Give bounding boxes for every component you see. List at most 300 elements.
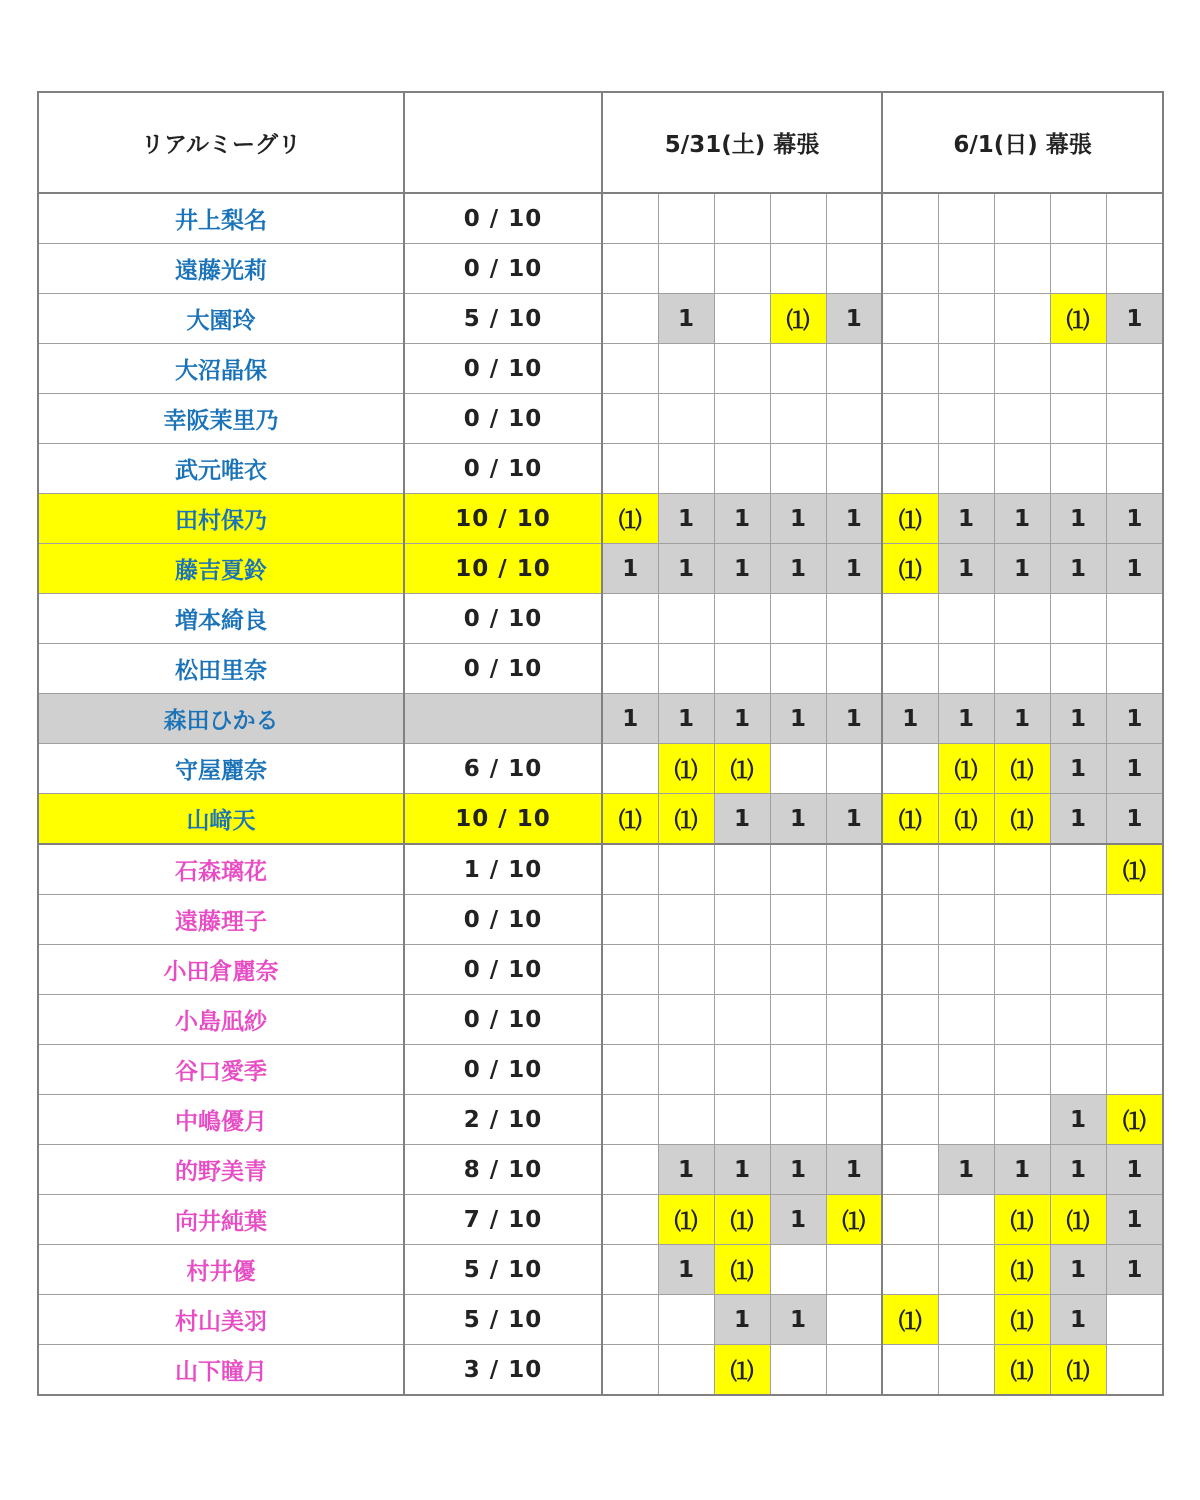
slot-cell: 1	[770, 1295, 826, 1345]
slot-cell	[826, 1095, 882, 1145]
slot-cell	[658, 344, 714, 394]
slot-cell	[602, 844, 658, 895]
slot-cell	[994, 945, 1050, 995]
slot-cell	[602, 1095, 658, 1145]
slot-cell	[826, 1045, 882, 1095]
table-row	[38, 193, 1163, 244]
slot-cell	[938, 1295, 994, 1345]
slot-cell: ⑴	[714, 744, 770, 794]
member-name: 的野美青	[38, 1145, 404, 1195]
slot-cell: 1	[658, 694, 714, 744]
slot-cell	[882, 995, 938, 1045]
slot-cell	[602, 1145, 658, 1195]
slot-cell	[658, 1345, 714, 1396]
slot-cell	[1050, 644, 1106, 694]
slot-cell	[1106, 244, 1163, 294]
slot-cell	[826, 444, 882, 494]
slot-cell	[994, 844, 1050, 895]
member-score: 2 / 10	[404, 1095, 602, 1145]
slot-cell	[938, 1245, 994, 1295]
member-score: 0 / 10	[404, 344, 602, 394]
slot-cell	[658, 945, 714, 995]
slot-cell: 1	[826, 794, 882, 845]
slot-cell	[658, 895, 714, 945]
member-name: 向井純葉	[38, 1195, 404, 1245]
day2-header: 6/1(日) 幕張	[882, 92, 1163, 193]
slot-cell	[658, 1295, 714, 1345]
slot-cell	[882, 1245, 938, 1295]
slot-cell: 1	[714, 1295, 770, 1345]
slot-cell	[882, 1045, 938, 1095]
slot-cell	[882, 193, 938, 244]
slot-cell	[602, 995, 658, 1045]
slot-cell	[938, 895, 994, 945]
slot-cell	[770, 193, 826, 244]
slot-cell	[714, 394, 770, 444]
slot-cell: 1	[1050, 544, 1106, 594]
slot-cell	[1106, 895, 1163, 945]
table-row	[38, 1295, 1163, 1345]
member-name: 守屋麗奈	[38, 744, 404, 794]
slot-cell: ⑴	[1050, 1345, 1106, 1396]
slot-cell	[602, 644, 658, 694]
schedule-table	[37, 91, 1164, 1396]
slot-cell	[658, 244, 714, 294]
slot-cell: 1	[658, 494, 714, 544]
slot-cell	[1106, 594, 1163, 644]
member-name: 大沼晶保	[38, 344, 404, 394]
slot-cell: 1	[770, 1195, 826, 1245]
member-score: 0 / 10	[404, 444, 602, 494]
member-score: 10 / 10	[404, 544, 602, 594]
slot-cell: ⑴	[882, 494, 938, 544]
slot-cell	[826, 895, 882, 945]
slot-cell	[882, 1095, 938, 1145]
table-row	[38, 494, 1163, 544]
table-row	[38, 995, 1163, 1045]
table-row	[38, 1245, 1163, 1295]
slot-cell	[994, 895, 1050, 945]
slot-cell: 1	[826, 294, 882, 344]
slot-cell	[770, 844, 826, 895]
member-name: 村山美羽	[38, 1295, 404, 1345]
table-row	[38, 394, 1163, 444]
member-score: 10 / 10	[404, 794, 602, 845]
slot-cell	[1106, 394, 1163, 444]
slot-cell	[770, 744, 826, 794]
slot-cell	[938, 1095, 994, 1145]
slot-cell	[994, 244, 1050, 294]
slot-cell	[714, 995, 770, 1045]
slot-cell: 1	[1050, 694, 1106, 744]
slot-cell	[658, 193, 714, 244]
slot-cell: ⑴	[1050, 1195, 1106, 1245]
slot-cell: 1	[1106, 744, 1163, 794]
slot-cell: 1	[1106, 794, 1163, 845]
slot-cell: 1	[1106, 1195, 1163, 1245]
member-name: 田村保乃	[38, 494, 404, 544]
slot-cell	[770, 895, 826, 945]
slot-cell	[826, 945, 882, 995]
slot-cell	[714, 1095, 770, 1145]
slot-cell	[602, 1195, 658, 1245]
slot-cell: 1	[714, 694, 770, 744]
slot-cell: ⑴	[714, 1195, 770, 1245]
slot-cell	[994, 394, 1050, 444]
member-name: 小島凪紗	[38, 995, 404, 1045]
slot-cell	[658, 594, 714, 644]
slot-cell: 1	[994, 1145, 1050, 1195]
member-score: 1 / 10	[404, 844, 602, 895]
table-row	[38, 544, 1163, 594]
slot-cell	[602, 193, 658, 244]
slot-cell: 1	[1050, 1095, 1106, 1145]
slot-cell	[938, 344, 994, 394]
table-row	[38, 895, 1163, 945]
member-name: 大園玲	[38, 294, 404, 344]
table-row	[38, 694, 1163, 744]
slot-cell	[826, 344, 882, 394]
slot-cell	[994, 644, 1050, 694]
slot-cell: 1	[1106, 494, 1163, 544]
slot-cell	[658, 1045, 714, 1095]
slot-cell: 1	[658, 294, 714, 344]
slot-cell	[1106, 344, 1163, 394]
slot-cell	[770, 644, 826, 694]
slot-cell	[938, 594, 994, 644]
header-row	[38, 92, 1163, 193]
slot-cell: ⑴	[994, 744, 1050, 794]
slot-cell	[770, 594, 826, 644]
slot-cell	[882, 344, 938, 394]
slot-cell	[658, 444, 714, 494]
slot-cell	[714, 644, 770, 694]
member-score: 8 / 10	[404, 1145, 602, 1195]
slot-cell	[882, 844, 938, 895]
member-name: 遠藤理子	[38, 895, 404, 945]
slot-cell: ⑴	[994, 794, 1050, 845]
slot-cell	[826, 995, 882, 1045]
slot-cell: 1	[938, 494, 994, 544]
slot-cell: 1	[770, 694, 826, 744]
member-name: 藤吉夏鈴	[38, 544, 404, 594]
slot-cell: ⑴	[658, 794, 714, 845]
slot-cell	[1050, 444, 1106, 494]
slot-cell: ⑴	[1050, 294, 1106, 344]
member-name: 幸阪茉里乃	[38, 394, 404, 444]
day1-header: 5/31(土) 幕張	[602, 92, 882, 193]
slot-cell	[714, 344, 770, 394]
slot-cell	[602, 444, 658, 494]
slot-cell: 1	[658, 1245, 714, 1295]
slot-cell	[938, 394, 994, 444]
member-name: 谷口愛季	[38, 1045, 404, 1095]
slot-cell	[994, 594, 1050, 644]
slot-cell	[882, 1345, 938, 1396]
slot-cell	[882, 244, 938, 294]
table-row	[38, 344, 1163, 394]
slot-cell	[938, 1345, 994, 1396]
slot-cell	[770, 1045, 826, 1095]
slot-cell	[938, 1045, 994, 1095]
slot-cell: ⑴	[714, 1245, 770, 1295]
member-score: 0 / 10	[404, 594, 602, 644]
slot-cell: ⑴	[1106, 1095, 1163, 1145]
slot-cell	[938, 244, 994, 294]
slot-cell	[826, 1345, 882, 1396]
table-row	[38, 794, 1163, 845]
member-name: 中嶋優月	[38, 1095, 404, 1145]
table-row	[38, 1345, 1163, 1396]
slot-cell: 1	[1050, 1295, 1106, 1345]
member-score: 0 / 10	[404, 244, 602, 294]
slot-cell: 1	[994, 694, 1050, 744]
slot-cell: ⑴	[1106, 844, 1163, 895]
slot-cell	[938, 1195, 994, 1245]
slot-cell: 1	[1106, 294, 1163, 344]
member-name: 遠藤光莉	[38, 244, 404, 294]
member-score: 6 / 10	[404, 744, 602, 794]
slot-cell: 1	[882, 694, 938, 744]
slot-cell	[994, 294, 1050, 344]
member-name: 井上梨名	[38, 193, 404, 244]
slot-cell	[938, 844, 994, 895]
slot-cell	[714, 945, 770, 995]
slot-cell	[602, 744, 658, 794]
slot-cell: 1	[994, 544, 1050, 594]
slot-cell	[882, 644, 938, 694]
slot-cell	[714, 895, 770, 945]
slot-cell	[714, 844, 770, 895]
slot-cell: 1	[1050, 1245, 1106, 1295]
slot-cell: 1	[770, 494, 826, 544]
member-score: 0 / 10	[404, 394, 602, 444]
slot-cell	[658, 995, 714, 1045]
slot-cell: 1	[658, 1145, 714, 1195]
slot-cell: ⑴	[602, 794, 658, 845]
table-row	[38, 1095, 1163, 1145]
slot-cell	[1050, 244, 1106, 294]
member-score: 0 / 10	[404, 945, 602, 995]
member-score: 0 / 10	[404, 1045, 602, 1095]
slot-cell: 1	[714, 544, 770, 594]
table-row	[38, 294, 1163, 344]
slot-cell	[1050, 895, 1106, 945]
slot-cell	[994, 1095, 1050, 1145]
slot-cell	[938, 945, 994, 995]
slot-cell: ⑴	[994, 1345, 1050, 1396]
table-row	[38, 945, 1163, 995]
member-name: 小田倉麗奈	[38, 945, 404, 995]
slot-cell	[1050, 995, 1106, 1045]
slot-cell	[1106, 1345, 1163, 1396]
table-row	[38, 1195, 1163, 1245]
slot-cell	[826, 1295, 882, 1345]
slot-cell	[770, 1245, 826, 1295]
score-header	[404, 92, 602, 193]
slot-cell	[882, 945, 938, 995]
slot-cell	[1106, 644, 1163, 694]
member-score: 10 / 10	[404, 494, 602, 544]
member-score: 0 / 10	[404, 644, 602, 694]
slot-cell	[602, 344, 658, 394]
slot-cell: 1	[714, 1145, 770, 1195]
slot-cell	[826, 594, 882, 644]
slot-cell: ⑴	[938, 744, 994, 794]
slot-cell	[658, 844, 714, 895]
table-row	[38, 444, 1163, 494]
slot-cell	[602, 394, 658, 444]
slot-cell: ⑴	[994, 1295, 1050, 1345]
slot-cell	[602, 1045, 658, 1095]
slot-cell	[1050, 193, 1106, 244]
table-title: リアルミーグリ	[38, 92, 404, 193]
slot-cell	[602, 294, 658, 344]
slot-cell	[714, 1045, 770, 1095]
slot-cell	[770, 1345, 826, 1396]
slot-cell: 1	[714, 794, 770, 845]
member-name: 村井優	[38, 1245, 404, 1295]
slot-cell	[1106, 945, 1163, 995]
slot-cell	[882, 444, 938, 494]
table-row	[38, 1045, 1163, 1095]
slot-cell: 1	[602, 544, 658, 594]
slot-cell	[602, 244, 658, 294]
slot-cell: ⑴	[658, 1195, 714, 1245]
slot-cell	[1106, 1045, 1163, 1095]
slot-cell: 1	[826, 544, 882, 594]
slot-cell: ⑴	[770, 294, 826, 344]
slot-cell	[938, 193, 994, 244]
member-name: 山下瞳月	[38, 1345, 404, 1396]
slot-cell	[602, 1295, 658, 1345]
member-score: 3 / 10	[404, 1345, 602, 1396]
slot-cell: ⑴	[882, 544, 938, 594]
slot-cell	[602, 895, 658, 945]
slot-cell: ⑴	[882, 1295, 938, 1345]
slot-cell: 1	[938, 694, 994, 744]
slot-cell: ⑴	[882, 794, 938, 845]
slot-cell	[602, 945, 658, 995]
slot-cell: 1	[770, 544, 826, 594]
slot-cell	[714, 244, 770, 294]
slot-cell: 1	[1106, 1245, 1163, 1295]
slot-cell	[770, 1095, 826, 1145]
slot-cell	[826, 193, 882, 244]
slot-cell	[602, 1245, 658, 1295]
slot-cell	[1106, 193, 1163, 244]
slot-cell	[882, 895, 938, 945]
slot-cell: ⑴	[602, 494, 658, 544]
member-score: 5 / 10	[404, 1295, 602, 1345]
slot-cell	[714, 193, 770, 244]
slot-cell	[938, 294, 994, 344]
slot-cell: 1	[1050, 744, 1106, 794]
slot-cell	[994, 995, 1050, 1045]
slot-cell: 1	[770, 1145, 826, 1195]
member-name: 森田ひかる	[38, 694, 404, 744]
slot-cell	[994, 344, 1050, 394]
slot-cell	[602, 1345, 658, 1396]
slot-cell	[770, 394, 826, 444]
slot-cell	[770, 945, 826, 995]
slot-cell: 1	[714, 494, 770, 544]
member-score	[404, 694, 602, 744]
slot-cell	[826, 394, 882, 444]
slot-cell	[714, 294, 770, 344]
table-row	[38, 844, 1163, 895]
slot-cell	[826, 244, 882, 294]
slot-cell	[882, 294, 938, 344]
slot-cell	[658, 394, 714, 444]
member-name: 増本綺良	[38, 594, 404, 644]
slot-cell	[714, 444, 770, 494]
member-score: 5 / 10	[404, 1245, 602, 1295]
member-name: 山﨑天	[38, 794, 404, 845]
slot-cell: 1	[1106, 694, 1163, 744]
slot-cell	[826, 1245, 882, 1295]
slot-cell	[658, 644, 714, 694]
slot-cell	[1106, 444, 1163, 494]
slot-cell: 1	[826, 1145, 882, 1195]
slot-cell	[1050, 1045, 1106, 1095]
slot-cell: 1	[938, 1145, 994, 1195]
slot-cell	[1050, 594, 1106, 644]
slot-cell	[826, 844, 882, 895]
slot-cell	[938, 644, 994, 694]
member-name: 石森璃花	[38, 844, 404, 895]
table-row	[38, 244, 1163, 294]
slot-cell	[994, 444, 1050, 494]
member-score: 0 / 10	[404, 895, 602, 945]
slot-cell	[1106, 1295, 1163, 1345]
slot-cell	[994, 1045, 1050, 1095]
slot-cell: 1	[1050, 494, 1106, 544]
slot-cell	[882, 394, 938, 444]
slot-cell	[1106, 995, 1163, 1045]
slot-cell	[1050, 344, 1106, 394]
slot-cell	[826, 744, 882, 794]
slot-cell: 1	[602, 694, 658, 744]
slot-cell: 1	[938, 544, 994, 594]
table-row	[38, 744, 1163, 794]
slot-cell	[1050, 394, 1106, 444]
member-name: 武元唯衣	[38, 444, 404, 494]
slot-cell: 1	[1106, 1145, 1163, 1195]
slot-cell	[770, 444, 826, 494]
member-score: 0 / 10	[404, 995, 602, 1045]
slot-cell	[994, 193, 1050, 244]
slot-cell: ⑴	[994, 1245, 1050, 1295]
slot-cell	[770, 244, 826, 294]
slot-cell	[882, 744, 938, 794]
slot-cell: ⑴	[714, 1345, 770, 1396]
slot-cell	[1050, 945, 1106, 995]
slot-cell: 1	[1050, 1145, 1106, 1195]
slot-cell: 1	[826, 494, 882, 544]
slot-cell: ⑴	[938, 794, 994, 845]
slot-cell	[882, 594, 938, 644]
slot-cell	[714, 594, 770, 644]
slot-cell: 1	[658, 544, 714, 594]
slot-cell	[882, 1145, 938, 1195]
slot-cell	[770, 995, 826, 1045]
table-row	[38, 644, 1163, 694]
slot-cell: 1	[826, 694, 882, 744]
slot-cell: 1	[994, 494, 1050, 544]
slot-cell	[938, 995, 994, 1045]
slot-cell	[826, 644, 882, 694]
